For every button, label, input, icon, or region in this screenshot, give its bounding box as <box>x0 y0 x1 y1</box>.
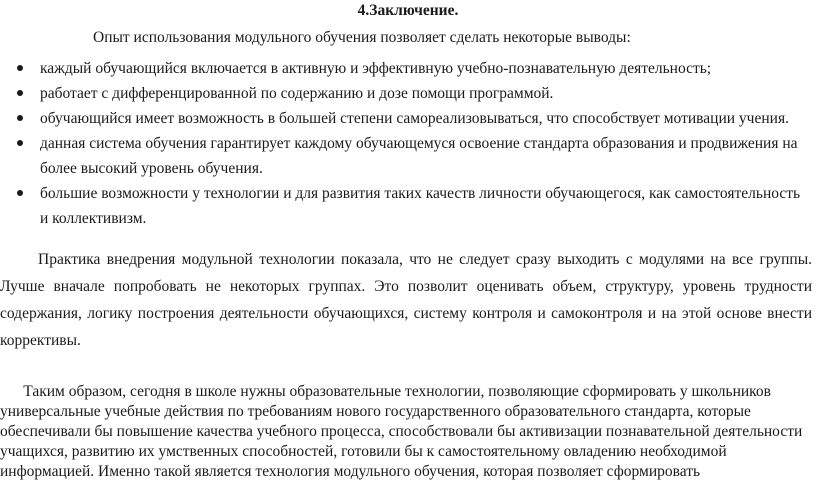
list-item-text: данная система обучения гарантирует каждому обучающемуся освоение стандарта образования и продвижения на <box>40 135 798 152</box>
paragraph-line: универсальные учебные действия по требованиям нового государственного образовательного стандарта, которые <box>0 403 751 420</box>
list-item-text: каждый обучающийся включается в активную и эффективную учебно-познавательную деятельность; <box>40 60 712 77</box>
list-item-text: обучающийся имеет возможность в большей степени самореализовываться, что способствует мотивации учения. <box>40 110 789 127</box>
paragraph-practice <box>0 246 812 354</box>
list-item-text: большие возможности у технологии и для развития таких качеств личности обучающегося, как самостоятельность <box>40 185 801 202</box>
list-item <box>0 56 816 81</box>
bullet-icon <box>17 140 23 146</box>
list-item-text: работает с дифференцированной по содержанию и дозе помощи программой. <box>40 85 554 102</box>
bullet-icon <box>17 190 23 196</box>
conclusions-list <box>0 56 816 231</box>
paragraph-line: учащихся, развитию их умственных способностей, готовили бы к самостоятельному овладению необходимой <box>0 443 727 460</box>
list-item <box>0 106 816 131</box>
list-item <box>0 131 816 181</box>
intro-text: Опыт использования модульного обучения позволяет сделать некоторые выводы: <box>93 29 631 46</box>
section-heading: 4.Заключение. <box>357 2 459 19</box>
paragraph-line: информацией. Именно такой является технология модульного обучения, которая позволяет сформировать <box>0 463 701 480</box>
list-item-text: и коллективизм. <box>40 210 147 227</box>
list-item <box>0 181 816 231</box>
bullet-icon <box>17 115 23 121</box>
paragraph-line: Лучше вначале попробовать не некоторых группах. Это позволит оценивать объем, структуру, уровень трудности <box>0 278 812 295</box>
bullet-icon <box>17 65 23 71</box>
paragraph-line: содержания, логику построения деятельности обучающихся, систему контроля и самоконтроля и на этой основе внести <box>0 305 812 322</box>
list-item <box>0 81 816 106</box>
bullet-icon <box>17 90 23 96</box>
paragraph-line: Практика внедрения модульной технологии показала, что не следует сразу выходить с модулями на все группы. <box>0 251 812 268</box>
paragraph-line: коррективы. <box>0 332 81 349</box>
paragraph-conclusion <box>0 382 816 482</box>
paragraph-line: обеспечивали бы повышение качества учебного процесса, способствовали бы активизации познавательной деятельности <box>0 423 803 440</box>
list-item-text: более высокий уровень обучения. <box>40 160 263 177</box>
paragraph-line: Таким образом, сегодня в школе нужны образовательные технологии, позволяющие сформировать у школьников <box>0 383 771 400</box>
